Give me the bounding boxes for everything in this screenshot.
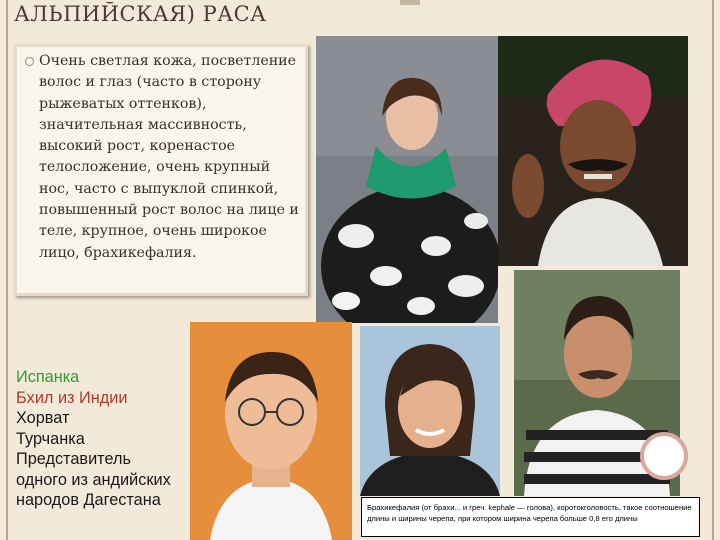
caption-list <box>16 367 196 511</box>
bullet-icon <box>25 57 34 66</box>
caption-turkish: Турчанка <box>16 429 85 448</box>
caption-dagestan-1: Представитель <box>16 450 131 468</box>
photo-croatian-boy <box>190 322 352 540</box>
caption-dagestan-3: народов Дагестана <box>16 491 161 509</box>
caption-croatian: Хорват <box>16 409 70 427</box>
brachycephaly-footnote: Брахикефалия (от брахи... и греч. kephale — голова), коротокголовость, такое соотношение длины и ширины черепа, при котором ширина черепа больше 0,8 его длины <box>361 497 700 537</box>
photo-turkish-woman <box>360 326 500 496</box>
caption-dagestan-2: одного из андийских <box>16 470 171 489</box>
slide-title: АЛЬПИЙСКАЯ) РАСА <box>14 2 267 26</box>
description-box <box>14 44 308 296</box>
photo-spanish-woman <box>316 36 498 323</box>
caption-bhil: Бхил из Индии <box>16 388 128 407</box>
title-decoration <box>400 0 420 5</box>
caption-spanish: Испанка <box>16 368 80 386</box>
photo-bhil-man <box>498 36 688 266</box>
description-text: Очень светлая кожа, посветление волос и глаз (часто в сторону рыжеватых оттенков), значительная массивность, высокий рост, коренастое телосложение, очень крупный нос, часто с выпуклой спинкой, повышенный рост волос на лице и теле, крупное, очень широкое лицо, брахикефалия. <box>39 53 299 261</box>
decorative-circle <box>640 432 688 480</box>
